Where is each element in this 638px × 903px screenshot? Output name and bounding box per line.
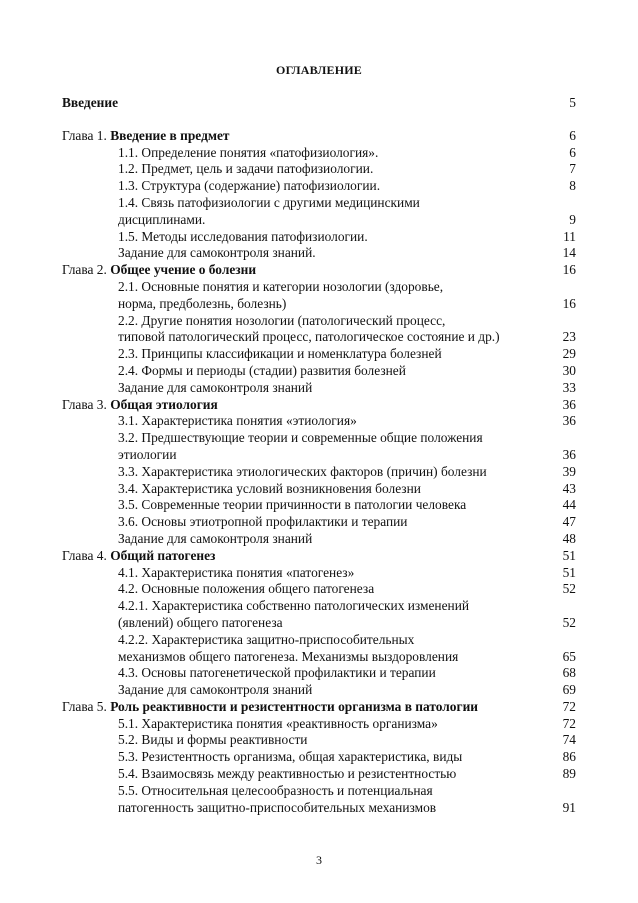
- toc-page-number: 14: [562, 245, 576, 261]
- toc-entry-text: 2.3. Принципы классификации и номенклатура болезней: [118, 346, 442, 362]
- toc-section-entry: [62, 195, 576, 212]
- toc-section-entry: [62, 800, 576, 817]
- toc-entry-text: 5.4. Взаимосвязь между реактивностью и резистентностью: [118, 766, 457, 782]
- toc-entry-text: 2.4. Формы и периоды (стадии) развития болезней: [118, 362, 406, 378]
- toc-entry-text: 1.5. Методы исследования патофизиологии.: [118, 228, 368, 244]
- toc-entry-text: Задание для самоконтроля знаний.: [118, 245, 316, 261]
- toc-section-entry: [62, 145, 576, 162]
- toc-page-number: 72: [562, 715, 576, 731]
- toc-section-entry: [62, 632, 576, 649]
- toc-page-number: 91: [562, 799, 576, 815]
- toc-page-number: 33: [562, 379, 576, 395]
- toc-section-entry: [62, 481, 576, 498]
- toc-entry-text: 3.2. Предшествующие теории и современные общие положения: [118, 430, 483, 446]
- toc-section-entry: [62, 346, 576, 363]
- toc-page-number: 86: [562, 749, 576, 765]
- toc-section-entry: [62, 598, 576, 615]
- toc-section-entry: [62, 245, 576, 262]
- toc-page-number: 5: [569, 95, 576, 110]
- toc-page-number: 11: [563, 228, 576, 244]
- toc-page-number: 69: [562, 682, 576, 698]
- chapter-title: Общий патогенез: [110, 547, 216, 563]
- toc-chapter-entry: [62, 397, 576, 414]
- toc-entry-text: 1.1. Определение понятия «патофизиология».: [118, 144, 379, 160]
- toc-page-number: 52: [562, 581, 576, 597]
- toc-page-number: 6: [569, 127, 576, 143]
- toc-entry-text: [62, 699, 478, 716]
- toc-page-number: 7: [569, 161, 576, 177]
- toc-page-number: 16: [562, 295, 576, 311]
- toc-entry-text: типовой патологический процесс, патологическое состояние и др.): [118, 329, 500, 345]
- chapter-prefix: Глава 5.: [62, 698, 111, 714]
- toc-entry-text: 2.2. Другие понятия нозологии (патологический процесс,: [118, 312, 446, 328]
- chapter-prefix: Глава 1.: [62, 127, 111, 143]
- toc-section-entry: [62, 363, 576, 380]
- toc-entry-text: [62, 262, 256, 279]
- toc-chapter-entry: [62, 128, 576, 145]
- toc-page-number: 36: [562, 446, 576, 462]
- page-number-footer: 3: [316, 853, 322, 867]
- toc-entry-text: 3.6. Основы этиотропной профилактики и терапии: [118, 514, 408, 530]
- toc-page-number: 9: [569, 211, 576, 227]
- chapter-prefix: Глава 2.: [62, 262, 111, 278]
- toc-entry-text: [62, 95, 118, 112]
- toc-entry-text: 4.2.1. Характеристика собственно патологических изменений: [118, 598, 470, 614]
- toc-entry-text: Задание для самоконтроля знаний: [118, 530, 313, 546]
- toc-entry-text: 3.1. Характеристика понятия «этиология»: [118, 413, 357, 429]
- toc-entry-text: 4.3. Основы патогенетической профилактики и терапии: [118, 665, 436, 681]
- toc-chapter-entry: [62, 548, 576, 565]
- toc-section-entry: [62, 229, 576, 246]
- toc-entry-text: 1.4. Связь патофизиологии с другими медицинскими: [118, 194, 420, 210]
- toc-section-entry: [62, 615, 576, 632]
- toc-entry-text: норма, предболезнь, болезнь): [118, 295, 287, 311]
- toc-page-number: 48: [562, 530, 576, 546]
- toc-page-number: 39: [562, 463, 576, 479]
- toc-entry-text: Задание для самоконтроля знаний: [118, 379, 313, 395]
- toc-entry-text: 4.2. Основные положения общего патогенеза: [118, 581, 375, 597]
- toc-entry-text: 4.1. Характеристика понятия «патогенез»: [118, 564, 355, 580]
- toc-section-entry: [62, 161, 576, 178]
- toc-entry-text: этиологии: [118, 446, 177, 462]
- toc-section-entry: [62, 380, 576, 397]
- toc-section-entry: [62, 447, 576, 464]
- toc-page-number: 23: [562, 329, 576, 345]
- toc-section-entry: [62, 313, 576, 330]
- toc-page-number: 44: [562, 497, 576, 513]
- toc-page-number: 65: [562, 648, 576, 664]
- toc-section-entry: [62, 716, 576, 733]
- toc-section-entry: [62, 296, 576, 313]
- toc-page-number: 30: [562, 362, 576, 378]
- toc-page-number: 74: [562, 732, 576, 748]
- toc-page-number: 8: [569, 178, 576, 194]
- toc-page-number: 89: [562, 766, 576, 782]
- toc-section-entry: [62, 649, 576, 666]
- toc-entry-text: 2.1. Основные понятия и категории нозологии (здоровье,: [118, 278, 444, 294]
- chapter-prefix: Глава 4.: [62, 547, 111, 563]
- toc-entry-text: 3.3. Характеристика этиологических факторов (причин) болезни: [118, 463, 487, 479]
- toc-entry-text: 3.4. Характеристика условий возникновения болезни: [118, 480, 421, 496]
- toc-section-entry: [62, 732, 576, 749]
- toc-entry-text: 1.3. Структура (содержание) патофизиологии.: [118, 178, 381, 194]
- toc-intro-entry: [62, 95, 576, 112]
- toc-section-entry: [62, 178, 576, 195]
- toc-page-number: 51: [562, 547, 576, 563]
- toc-page-number: 29: [562, 346, 576, 362]
- toc-entry-text: (явлений) общего патогенеза: [118, 614, 283, 630]
- chapter-title: Введение в предмет: [110, 127, 230, 143]
- toc-entry-text: 5.3. Резистентность организма, общая характеристика, виды: [118, 749, 463, 765]
- toc-entry-text: 5.2. Виды и формы реактивности: [118, 732, 308, 748]
- toc-section-entry: [62, 279, 576, 296]
- toc-page-number: 47: [562, 514, 576, 530]
- toc-entry-text: 5.5. Относительная целесообразность и потенциальная: [118, 782, 433, 798]
- toc-entry-text: патогенность защитно-приспособительных механизмов: [118, 799, 437, 815]
- toc-section-entry: [62, 565, 576, 582]
- toc-page-number: 68: [562, 665, 576, 681]
- toc-chapter-entry: [62, 699, 576, 716]
- toc-section-entry: [62, 783, 576, 800]
- toc-entry-text: 1.2. Предмет, цель и задачи патофизиологии.: [118, 161, 374, 177]
- intro-title: Введение: [62, 95, 119, 110]
- toc-page-number: 36: [562, 413, 576, 429]
- toc-title: ОГЛАВЛЕНИЕ: [276, 63, 362, 77]
- toc-page-number: 43: [562, 480, 576, 496]
- toc-page-number: 6: [569, 144, 576, 160]
- toc-section-entry: [62, 514, 576, 531]
- toc-page-number: 51: [562, 564, 576, 580]
- toc-section-entry: [62, 329, 576, 346]
- toc-entry-text: 5.1. Характеристика понятия «реактивность организма»: [118, 715, 438, 731]
- toc-entry-text: [62, 548, 215, 565]
- chapter-title: Общая этиология: [110, 396, 218, 412]
- toc-section-entry: [62, 749, 576, 766]
- toc-entry-text: [62, 128, 229, 145]
- toc-entry-text: механизмов общего патогенеза. Механизмы выздоровления: [118, 648, 459, 664]
- toc-section-entry: [62, 464, 576, 481]
- toc-section-entry: [62, 497, 576, 514]
- toc-chapter-entry: [62, 262, 576, 279]
- chapter-title: Общее учение о болезни: [110, 262, 257, 278]
- toc-section-entry: [62, 581, 576, 598]
- toc-entry-text: 3.5. Современные теории причинности в патологии человека: [118, 497, 467, 513]
- chapter-title: Роль реактивности и резистентности организма в патологии: [110, 698, 479, 714]
- toc-section-entry: [62, 682, 576, 699]
- toc-entry-text: дисциплинами.: [118, 211, 206, 227]
- toc-section-entry: [62, 766, 576, 783]
- toc-page-number: 52: [562, 614, 576, 630]
- toc-page-number: 72: [562, 698, 576, 714]
- toc-entry-text: 4.2.2. Характеристика защитно-приспособительных: [118, 631, 415, 647]
- table-of-contents: [62, 95, 576, 816]
- toc-section-entry: [62, 531, 576, 548]
- toc-entry-text: [62, 397, 218, 414]
- toc-section-entry: [62, 430, 576, 447]
- toc-section-entry: [62, 212, 576, 229]
- chapter-prefix: Глава 3.: [62, 396, 111, 412]
- toc-section-entry: [62, 665, 576, 682]
- toc-page-number: 16: [562, 262, 576, 278]
- toc-page-number: 36: [562, 396, 576, 412]
- toc-entry-text: Задание для самоконтроля знаний: [118, 682, 313, 698]
- toc-section-entry: [62, 413, 576, 430]
